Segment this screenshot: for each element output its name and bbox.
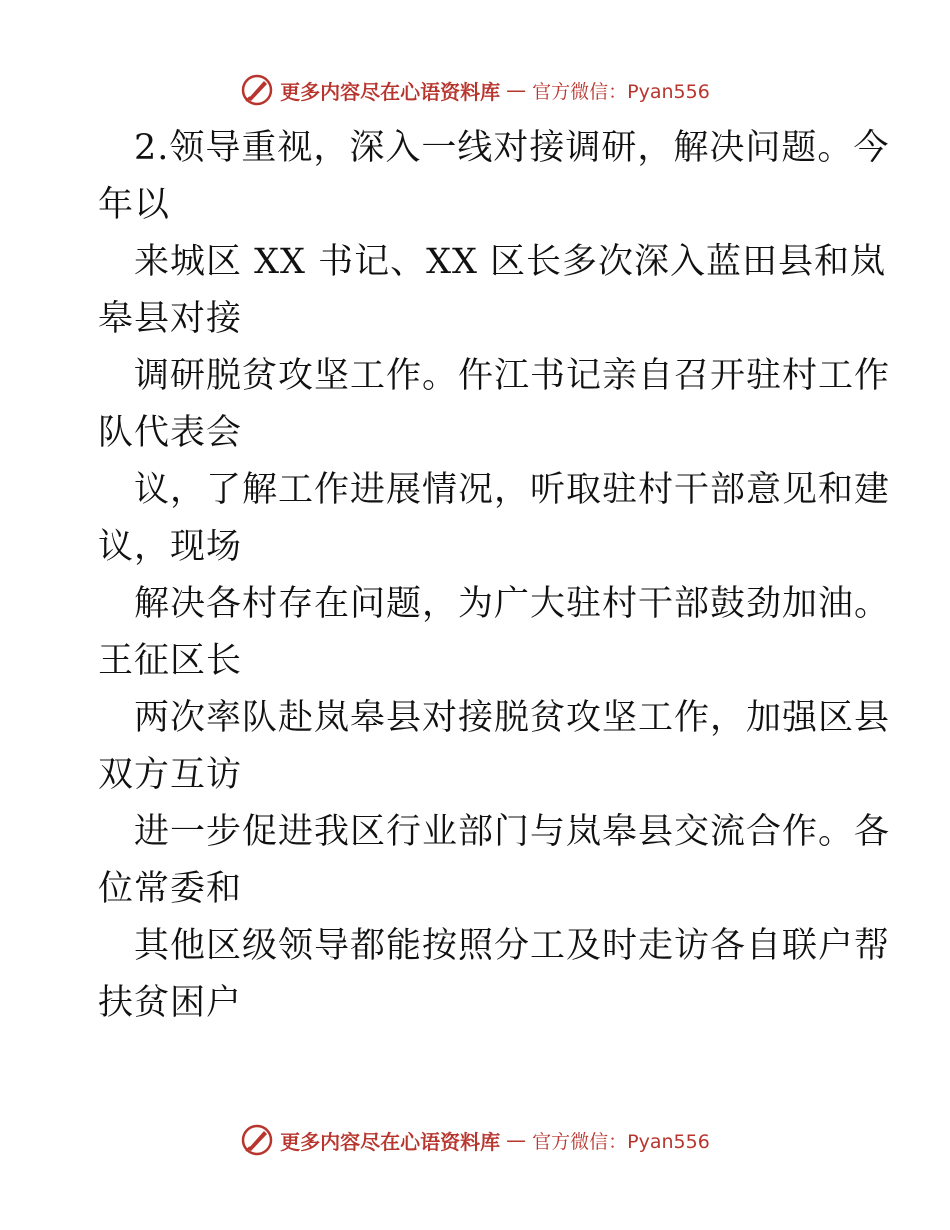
footer-banner-separator: — <box>506 1128 527 1152</box>
document-body <box>98 120 891 1032</box>
footer-banner-text: 更多内容尽在心语资料库 <box>280 1129 501 1154</box>
header-banner-separator: — <box>506 78 527 102</box>
body-line: 议，现场 <box>98 527 243 567</box>
footer-banner-contact: 官方微信：Pyan556 <box>532 1130 710 1153</box>
body-line: 调研脱贫攻坚工作。仵江书记亲自召开驻村工作 <box>134 356 891 396</box>
header-banner-contact: 官方微信：Pyan556 <box>532 80 710 103</box>
body-line: 其他区级领导都能按照分工及时走访各自联户帮 <box>134 926 891 966</box>
footer-banner <box>0 1120 950 1160</box>
body-line: 队代表会 <box>98 413 243 453</box>
body-line: 来城区 XX 书记、XX 区长多次深入蓝田县和岚 <box>134 242 887 282</box>
body-line: 位常委和 <box>98 869 243 909</box>
body-line: 双方互访 <box>98 755 243 795</box>
red-quill-logo-icon <box>240 1123 274 1157</box>
red-quill-logo-icon <box>240 73 274 107</box>
body-line: 议，了解工作进展情况，听取驻村干部意见和建 <box>134 470 891 510</box>
body-line: 扶贫困户 <box>98 983 243 1023</box>
body-line: 进一步促进我区行业部门与岚皋县交流合作。各 <box>134 812 891 852</box>
body-line: 王征区长 <box>98 641 243 681</box>
body-line: 2.领导重视，深入一线对接调研，解决问题。今 <box>134 128 890 168</box>
header-banner-text: 更多内容尽在心语资料库 <box>280 79 501 104</box>
body-line: 皋县对接 <box>98 299 243 339</box>
body-line: 两次率队赴岚皋县对接脱贫攻坚工作，加强区县 <box>134 698 891 738</box>
header-banner <box>0 70 950 110</box>
body-line: 解决各村存在问题，为广大驻村干部鼓劲加油。 <box>134 584 891 624</box>
body-line: 年以 <box>98 185 171 225</box>
